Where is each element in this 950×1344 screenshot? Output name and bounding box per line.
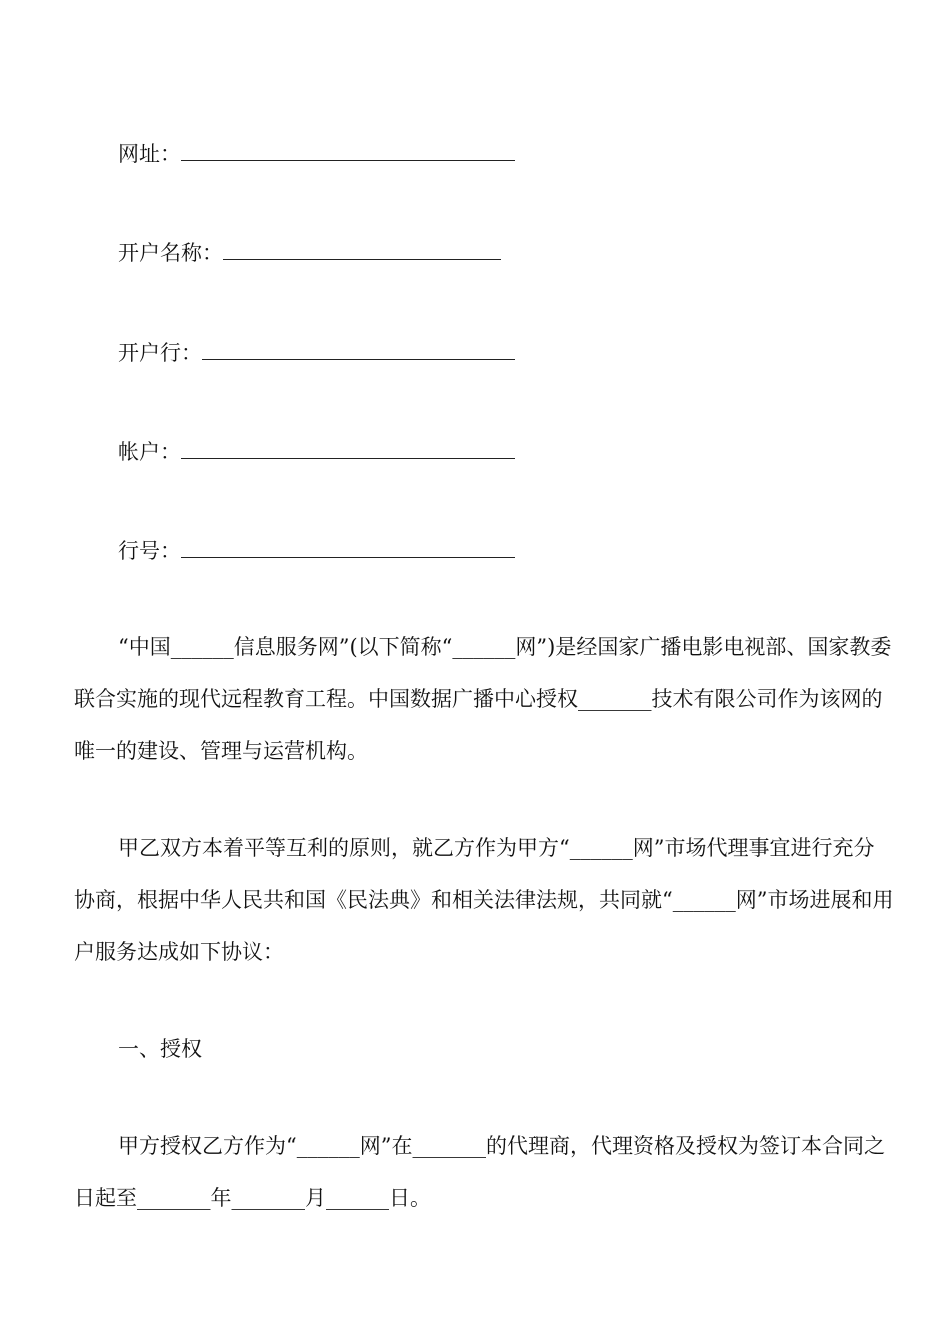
field-account-label: 帐户： bbox=[118, 440, 181, 464]
field-account-name-label: 开户名称： bbox=[118, 241, 223, 265]
field-account-name bbox=[118, 237, 501, 268]
field-bank-code-label: 行号： bbox=[118, 539, 181, 563]
website-blank bbox=[181, 138, 515, 161]
field-website-label: 网址： bbox=[118, 142, 181, 166]
bank-blank bbox=[202, 337, 515, 360]
section-1-heading: 一、授权 bbox=[118, 1037, 202, 1061]
agreement-paragraph: 甲乙双方本着平等互利的原则，就乙方作为甲方“______网”市场代理事宜进行充分协商，根据中华人民共和国《民法典》和相关法律法规，共同就“______网”市场进展和用户服务达成如下协议： bbox=[74, 836, 894, 964]
field-bank-label: 开户行： bbox=[118, 341, 202, 365]
account-blank bbox=[181, 436, 515, 459]
field-bank-code bbox=[118, 535, 515, 566]
bank-code-blank bbox=[181, 535, 515, 558]
intro-paragraph: “中国______信息服务网”(以下简称“______网”)是经国家广播电影电视部、国家教委联合实施的现代远程教育工程。中国数据广播中心授权_______技术有限公司作为该网的唯一的建设、管理与运营机构。 bbox=[74, 635, 892, 763]
section-1-body: 甲方授权乙方作为“______网”在_______的代理商，代理资格及授权为签订本合同之日起至_______年_______月______日。 bbox=[74, 1134, 885, 1210]
account-name-blank bbox=[223, 237, 501, 260]
field-bank bbox=[118, 337, 515, 368]
field-account bbox=[118, 436, 515, 467]
field-website bbox=[118, 138, 515, 169]
